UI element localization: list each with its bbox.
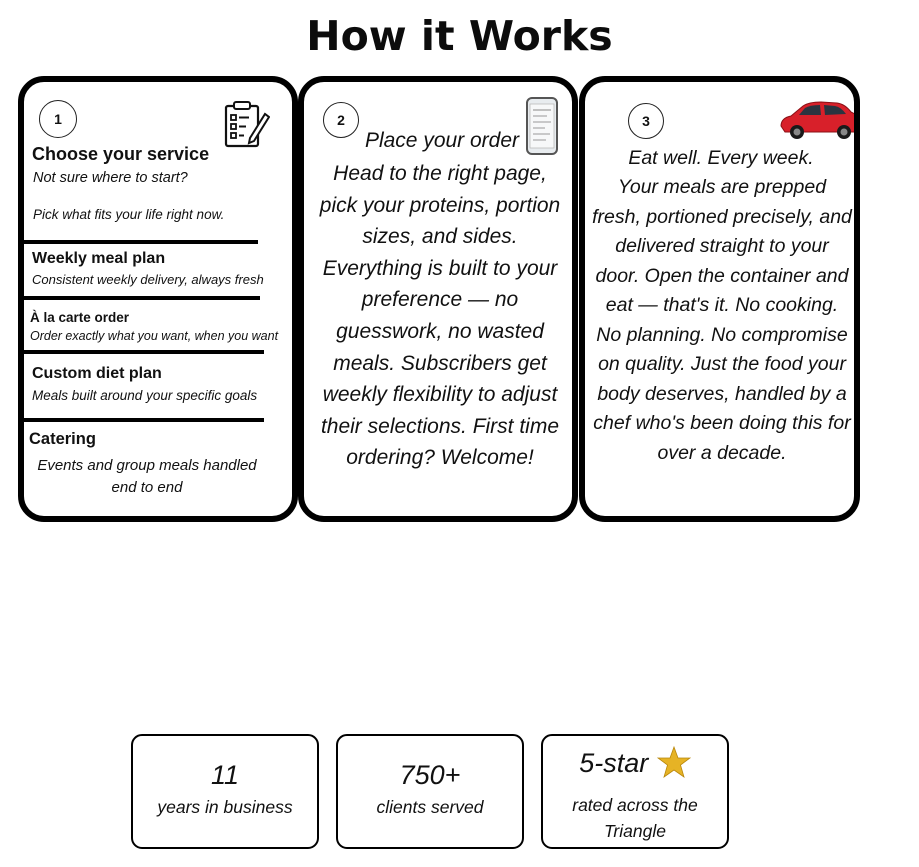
option-a-la-carte[interactable] (30, 310, 278, 343)
stat-card-years (131, 734, 319, 849)
option-title: Catering (29, 430, 96, 448)
step-heading: Eat well. Every week. (628, 147, 814, 169)
option-weekly-meal-plan[interactable] (32, 250, 264, 287)
divider (24, 296, 260, 300)
stat-label: rated across the Triangle (572, 795, 698, 841)
stat-card-clients (336, 734, 524, 849)
step-number-badge: 3 (628, 103, 664, 139)
step-number-badge: 1 (39, 100, 77, 138)
divider (24, 418, 264, 422)
option-desc: Events and group meals handled end to end (37, 457, 257, 496)
step-heading: Choose your service (32, 144, 210, 164)
step-card-2 (298, 76, 578, 522)
step-card-3 (579, 76, 860, 522)
star-icon (657, 746, 691, 783)
option-title: Weekly meal plan (32, 250, 166, 267)
stat-value: 5-star (579, 748, 649, 778)
stat-value-row (543, 746, 727, 782)
step-body: Your meals are prepped fresh, portioned precisely, and delivered straight to your door. Open the container and eat — that's it. No cooking. No planning. No compromise on quality. Just the food your body deserves, handled by a chef who's been doing this for over a decade. (592, 176, 852, 464)
option-catering[interactable] (29, 430, 265, 499)
page-title: How it Works (306, 12, 613, 60)
stat-value: 11 (210, 760, 240, 790)
divider (24, 350, 264, 354)
option-desc: Meals built around your specific goals (32, 388, 258, 403)
option-title: À la carte order (30, 310, 130, 325)
divider (24, 240, 258, 244)
step-subheading: Not sure where to start? (33, 170, 188, 186)
red-car-icon (777, 96, 860, 142)
option-desc: Consistent weekly delivery, always fresh (32, 272, 264, 287)
phone-order-icon (525, 96, 559, 156)
stat-label: clients served (376, 797, 484, 817)
step-body: Head to the right page, pick your proteins, portion sizes, and sides. Everything is built to your preference — no guesswork, no wasted meals. Subscribers get weekly flexibility to adjust their selections. First time ordering? Welcome! (319, 162, 561, 470)
option-custom-diet-plan[interactable] (32, 365, 257, 403)
stat-label: years in business (157, 797, 293, 817)
step-card-1 (18, 76, 298, 522)
option-desc: Order exactly what you want, when you want (30, 329, 279, 343)
step-number-badge: 2 (323, 102, 359, 138)
step-hint: Pick what fits your life right now. (33, 207, 225, 222)
clipboard-checklist-icon (222, 100, 270, 150)
option-title: Custom diet plan (32, 365, 162, 382)
step-heading: Place your order (364, 129, 520, 152)
stat-card-rating (541, 734, 729, 849)
stat-value: 750+ (399, 760, 461, 790)
